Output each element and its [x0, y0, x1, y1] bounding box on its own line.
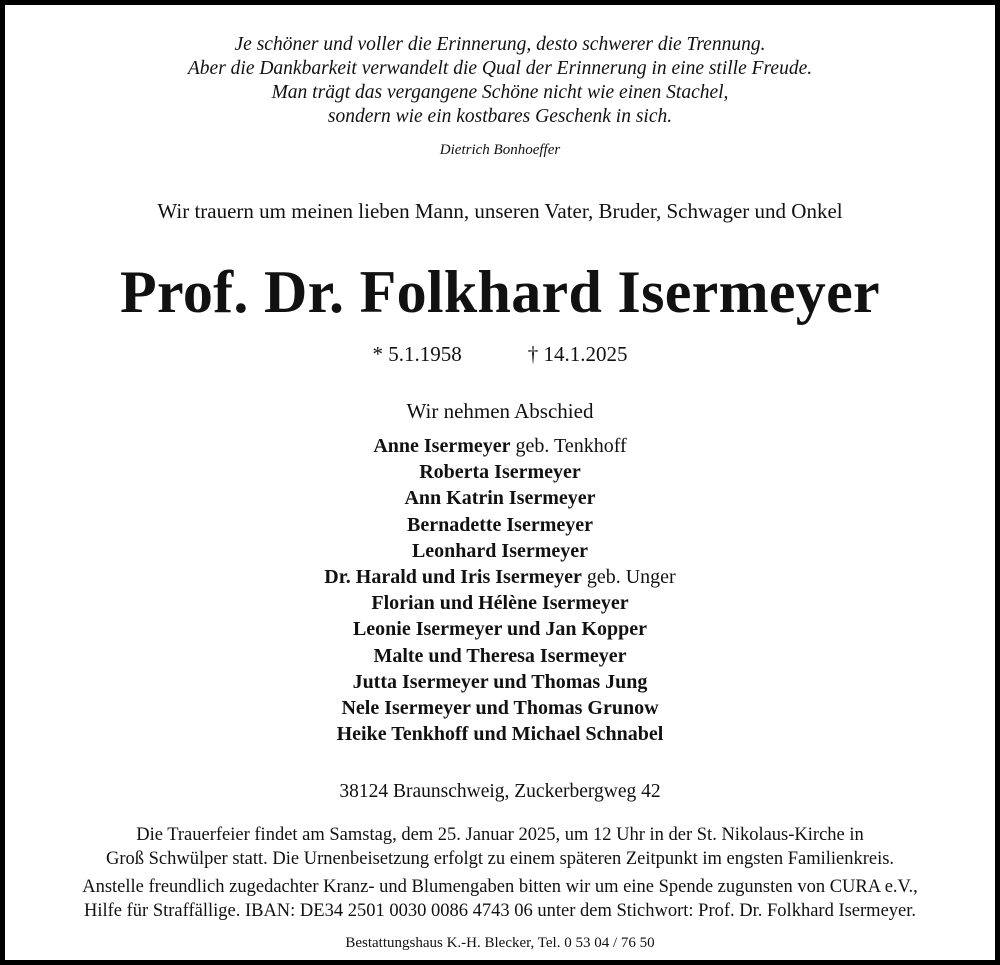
- mourner-name: Leonhard Isermeyer: [411, 539, 589, 562]
- mourner-name: Heike Tenkhoff und Michael Schnabel: [336, 723, 664, 746]
- mourner-name: Florian und Hélène Isermeyer: [371, 592, 629, 615]
- mourners-list: [5, 433, 995, 747]
- mourner-item: [5, 459, 995, 485]
- donation-line: Hilfe für Straffällige. IBAN: DE34 2501 0030 0086 4743 06 unter dem Stichwort: Prof. Dr. Folkhard Isermeyer.: [83, 901, 917, 921]
- mourner-item: [5, 538, 995, 564]
- mourning-intro: Wir trauern um meinen lieben Mann, unseren Vater, Bruder, Schwager und Onkel: [157, 199, 843, 223]
- mourner-item: [5, 616, 995, 642]
- mourner-item: [5, 485, 995, 511]
- mourner-item: [5, 721, 995, 747]
- quote-line: sondern wie ein kostbares Geschenk in sich.: [327, 106, 673, 127]
- mourner-name: Malte und Theresa Isermeyer: [373, 644, 627, 667]
- mourner-item: [5, 512, 995, 538]
- mourner-suffix: geb. Unger: [581, 566, 676, 589]
- death-date: † 14.1.2025: [527, 342, 628, 366]
- mourner-name: Dr. Harald und Iris Isermeyer: [324, 566, 582, 589]
- undertaker-info: Bestattungshaus K.-H. Blecker, Tel. 0 53 04 / 76 50: [345, 935, 655, 951]
- farewell-heading: Wir nehmen Abschied: [406, 399, 594, 423]
- address: 38124 Braunschweig, Zuckerbergweg 42: [339, 781, 661, 802]
- mourner-item: [5, 669, 995, 695]
- donation-info: [5, 875, 995, 923]
- mourner-name: Ann Katrin Isermeyer: [404, 487, 596, 510]
- mourner-item: [5, 695, 995, 721]
- mourner-name: Jutta Isermeyer und Thomas Jung: [352, 670, 648, 693]
- quote: [5, 33, 995, 129]
- quote-line: Je schöner und voller die Erinnerung, desto schwerer die Trennung.: [234, 34, 766, 55]
- life-dates: [5, 342, 995, 367]
- mourner-name: Leonie Isermeyer und Jan Kopper: [352, 618, 648, 641]
- birth-date: * 5.1.1958: [372, 342, 462, 366]
- quote-author: Dietrich Bonhoeffer: [439, 142, 561, 158]
- quote-line: Man trägt das vergangene Schöne nicht wie einen Stachel,: [271, 82, 729, 103]
- quote-line: Aber die Dankbarkeit verwandelt die Qual der Erinnerung in eine stille Freude.: [187, 58, 813, 79]
- deceased-name: Prof. Dr. Folkhard Isermeyer: [120, 259, 880, 325]
- mourner-item: [5, 590, 995, 616]
- funeral-service-info: [5, 823, 995, 871]
- mourner-item: [5, 564, 995, 590]
- mourner-name: Nele Isermeyer und Thomas Grunow: [341, 697, 659, 720]
- mourner-name: Roberta Isermeyer: [419, 461, 581, 484]
- mourner-name: Bernadette Isermeyer: [406, 513, 594, 536]
- mourner-name: Anne Isermeyer: [373, 435, 511, 457]
- mourner-item: [5, 643, 995, 669]
- donation-line: Anstelle freundlich zugedachter Kranz- und Blumengaben bitten wir um eine Spende zugunsten von CURA e.V.,: [82, 877, 918, 897]
- mourner-suffix: geb. Tenkhoff: [510, 435, 627, 457]
- service-line: Die Trauerfeier findet am Samstag, dem 25. Januar 2025, um 12 Uhr in der St. Nikolaus-Kirche in: [136, 825, 864, 845]
- service-line: Groß Schwülper statt. Die Urnenbeisetzung erfolgt zu einem späteren Zeitpunkt im engsten Familienkreis.: [105, 849, 895, 869]
- mourner-item: [5, 433, 995, 459]
